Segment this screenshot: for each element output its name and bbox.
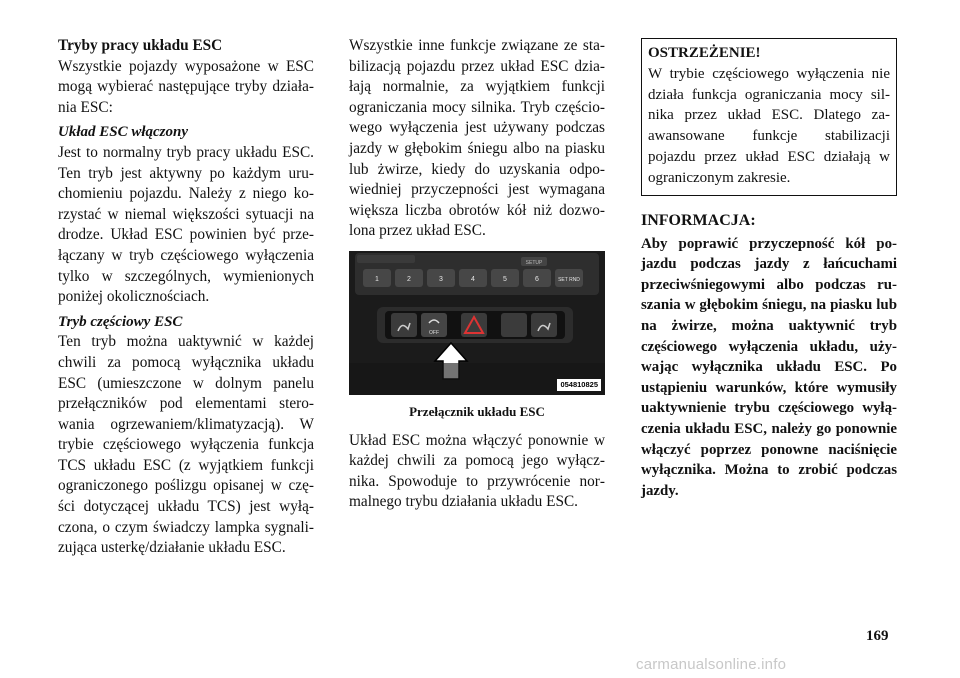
info-text: Aby poprawić przyczepność kół pojazdu podczas jazdy z łańcuchami przeciwśniegowymi albo podczas ruszania w głębokim śniegu, na piasku lub na żwirze, można uaktywnić tryb częściowego wyłączenia układu, używając wyłącznika układu ESC. Po ustąpieniu warunków, które wymusiły uaktywnienie trybu częściowego wyłączenia układu ESC, należy go ponownie włączyć poprzez ponowne naciśnięcie wyłącznika. Można to zrobić podczas jazdy. [641, 235, 897, 499]
preset-button-label: 1 [375, 275, 379, 283]
watermark: carmanualsonline.info [636, 656, 787, 673]
preset-button-label: SET RND [558, 276, 580, 283]
preset-button-label: 6 [535, 275, 539, 283]
warning-text: W trybie częściowego wyłączenia nie działa funkcja ograniczania mocy silnika przez układ ESC. Dlatego zaawansowane funkcje stabilizacji pojazdu przez układ ESC działają w ograniczonym zakresie. [648, 65, 890, 186]
preset-button-label: 3 [439, 275, 443, 283]
esc-on-paragraph: Jest to normalny tryb pracy układu ESC. Ten tryb jest aktywny po każdym uruchomieniu pojazdu. Należy z niego korzystać w niemal większości sytuacji na drodze. Układ ESC powinien być przełączany w tryb częściowego wyłączenia tylko w szczególnych, wymienionych poniżej okolicznościach. [58, 143, 314, 306]
figure-code: 054810825 [557, 379, 601, 391]
preset-button-label: 5 [503, 275, 507, 283]
subheading-partial-mode: Tryb częściowy ESC [58, 313, 183, 330]
svg-text:OFF: OFF [429, 329, 439, 336]
preset-button-label: 2 [407, 275, 411, 283]
intro-paragraph: Wszystkie pojazdy wyposażone w ESC mogą wybierać następujące tryby działania ESC: [58, 57, 314, 116]
warning-box [641, 38, 897, 196]
figure-caption: Przełącznik układu ESC [409, 403, 545, 419]
page-number: 169 [866, 628, 889, 644]
partial-mode-paragraph: Ten tryb można uaktywnić w każdej chwili za pomocą wyłącznika układu ESC (umieszczone w dolnym panelu przełączników pod elementami sterowania ogrzewaniem/klimatyzacją). W trybie częściowego wyłączenia funkcja TCS układu ESC (z wyjątkiem funkcji ograniczonego poślizgu opisanej w części dotyczącej układu TCS) jest wyłączona, o czym świadczy lampka sygnalizująca usterkę/działanie układu ESC. [58, 333, 314, 557]
esc-switch-figure [349, 251, 605, 395]
stability-paragraph: Wszystkie inne funkcje związane ze stabilizacją pojazdu przez układ ESC działają normalnie, za wyjątkiem funkcji ograniczania mocy silnika. Tryb częściowego wyłączenia jest używany podczas jazdy w głębokim śniegu albo na piasku lub żwirze, kiedy do uzyskania odpowiedniej przyczepności jest wymagana większa liczba obrotów kół niż dozwolona przez układ ESC. [349, 37, 605, 240]
subheading-esc-on: Układ ESC włączony [58, 124, 189, 141]
setup-label: SETUP [525, 259, 543, 266]
warning-title: OSTRZEŻENIE! [648, 45, 761, 61]
preset-buttons [363, 269, 583, 287]
info-title: INFORMACJA: [641, 211, 756, 229]
right-column [641, 36, 897, 501]
section-heading: Tryby pracy układu ESC [58, 37, 223, 54]
left-column [58, 36, 314, 559]
reenable-paragraph: Układ ESC można włączyć ponownie w każdej chwili za pomocą jego wyłącznika. Spowoduje to przywrócenie normalnego trybu działania układu ESC. [349, 431, 605, 511]
middle-column [349, 36, 605, 513]
preset-button-label: 4 [471, 275, 475, 283]
switch-panel-illustration [349, 251, 605, 395]
